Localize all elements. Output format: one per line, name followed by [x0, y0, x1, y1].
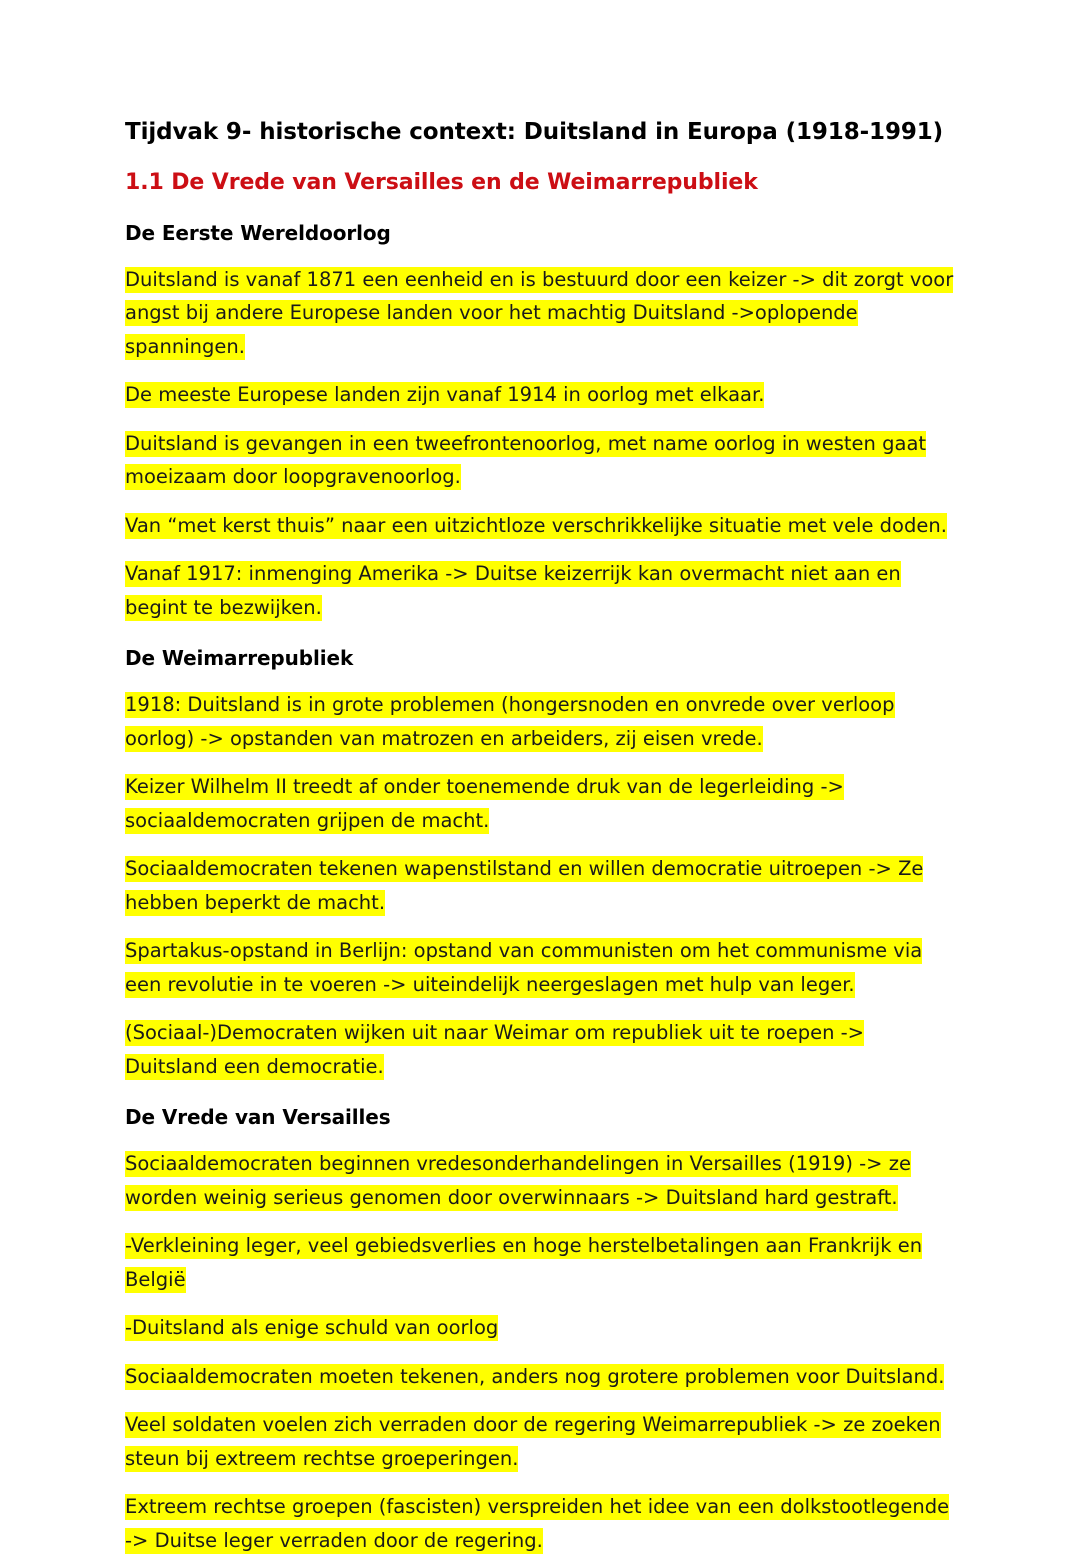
paragraph — [125, 378, 955, 412]
paragraph — [125, 1311, 955, 1345]
paragraph — [125, 427, 955, 494]
highlighted-text: Sociaaldemocraten beginnen vredesonderhandelingen in Versailles (1919) -> ze worden weinig serieus genomen door overwinnaars -> Duitsland hard gestraft. — [125, 1152, 911, 1209]
paragraph — [125, 263, 955, 364]
highlighted-text: Duitsland is vanaf 1871 een eenheid en is bestuurd door een keizer -> dit zorgt voor angst bij andere Europese landen voor het machtig Duitsland ->oplopende spanningen. — [125, 267, 954, 358]
paragraph — [125, 509, 955, 543]
highlighted-text: (Sociaal-)Democraten wijken uit naar Weimar om republiek uit te roepen -> Duitsland een democratie. — [125, 1021, 865, 1078]
highlighted-text: -Verkleining leger, veel gebiedsverlies en hoge herstelbetalingen aan Frankrijk en België — [125, 1234, 923, 1291]
highlighted-text: Keizer Wilhelm II treedt af onder toenemende druk van de legerleiding -> sociaaldemocraten grijpen de macht. — [125, 775, 844, 832]
paragraph — [125, 934, 955, 1001]
section-heading-eerste-wereldoorlog: De Eerste Wereldoorlog — [125, 220, 391, 245]
paragraph — [125, 1360, 955, 1394]
highlighted-text: Veel soldaten voelen zich verraden door de regering Weimarrepubliek -> ze zoeken steun bij extreem rechtse groeperingen. — [125, 1413, 941, 1470]
highlighted-text: Sociaaldemocraten tekenen wapenstilstand en willen democratie uitroepen -> Ze hebben beperkt de macht. — [125, 857, 924, 914]
chapter-heading: 1.1 De Vrede van Versailles en de Weimarrepubliek — [125, 170, 758, 196]
paragraph — [125, 1490, 955, 1557]
paragraph — [125, 770, 955, 837]
paragraph — [125, 1408, 955, 1475]
paragraph — [125, 688, 955, 755]
highlighted-text: De meeste Europese landen zijn vanaf 1914 in oorlog met elkaar. — [125, 383, 765, 407]
paragraph — [125, 852, 955, 919]
highlighted-text: Extreem rechtse groepen (fascisten) verspreiden het idee van een dolkstootlegende -> Duitse leger verraden door de regering. — [125, 1495, 950, 1552]
highlighted-text: Duitsland is gevangen in een tweefrontenoorlog, met name oorlog in westen gaat moeizaam door loopgravenoorlog. — [125, 431, 927, 489]
section-heading-vrede-van-versailles: De Vrede van Versailles — [125, 1105, 391, 1130]
paragraph — [125, 1147, 955, 1214]
highlighted-text: Spartakus-opstand in Berlijn: opstand van communisten om het communisme via een revolutie in te voeren -> uiteindelijk neergeslagen met hulp van leger. — [125, 939, 923, 996]
highlighted-text: Vanaf 1917: inmenging Amerika -> Duitse keizerrijk kan overmacht niet aan en begint te bezwijken. — [125, 562, 901, 619]
paragraph — [125, 557, 955, 624]
section-heading-weimarrepubliek: De Weimarrepubliek — [125, 646, 354, 671]
highlighted-text: 1918: Duitsland is in grote problemen (hongersnoden en onvrede over verloop oorlog) -> opstanden van matrozen en arbeiders, zij eisen vrede. — [125, 693, 895, 750]
highlighted-text: Sociaaldemocraten moeten tekenen, anders nog grotere problemen voor Duitsland. — [125, 1364, 945, 1388]
highlighted-text: -Duitsland als enige schuld van oorlog — [125, 1316, 499, 1340]
page-title: Tijdvak 9- historische context: Duitsland in Europa (1918-1991) — [125, 119, 944, 145]
highlighted-text: Van “met kerst thuis” naar een uitzichtloze verschrikkelijke situatie met vele doden. — [125, 513, 947, 537]
paragraph — [125, 1016, 955, 1083]
paragraph — [125, 1229, 955, 1296]
